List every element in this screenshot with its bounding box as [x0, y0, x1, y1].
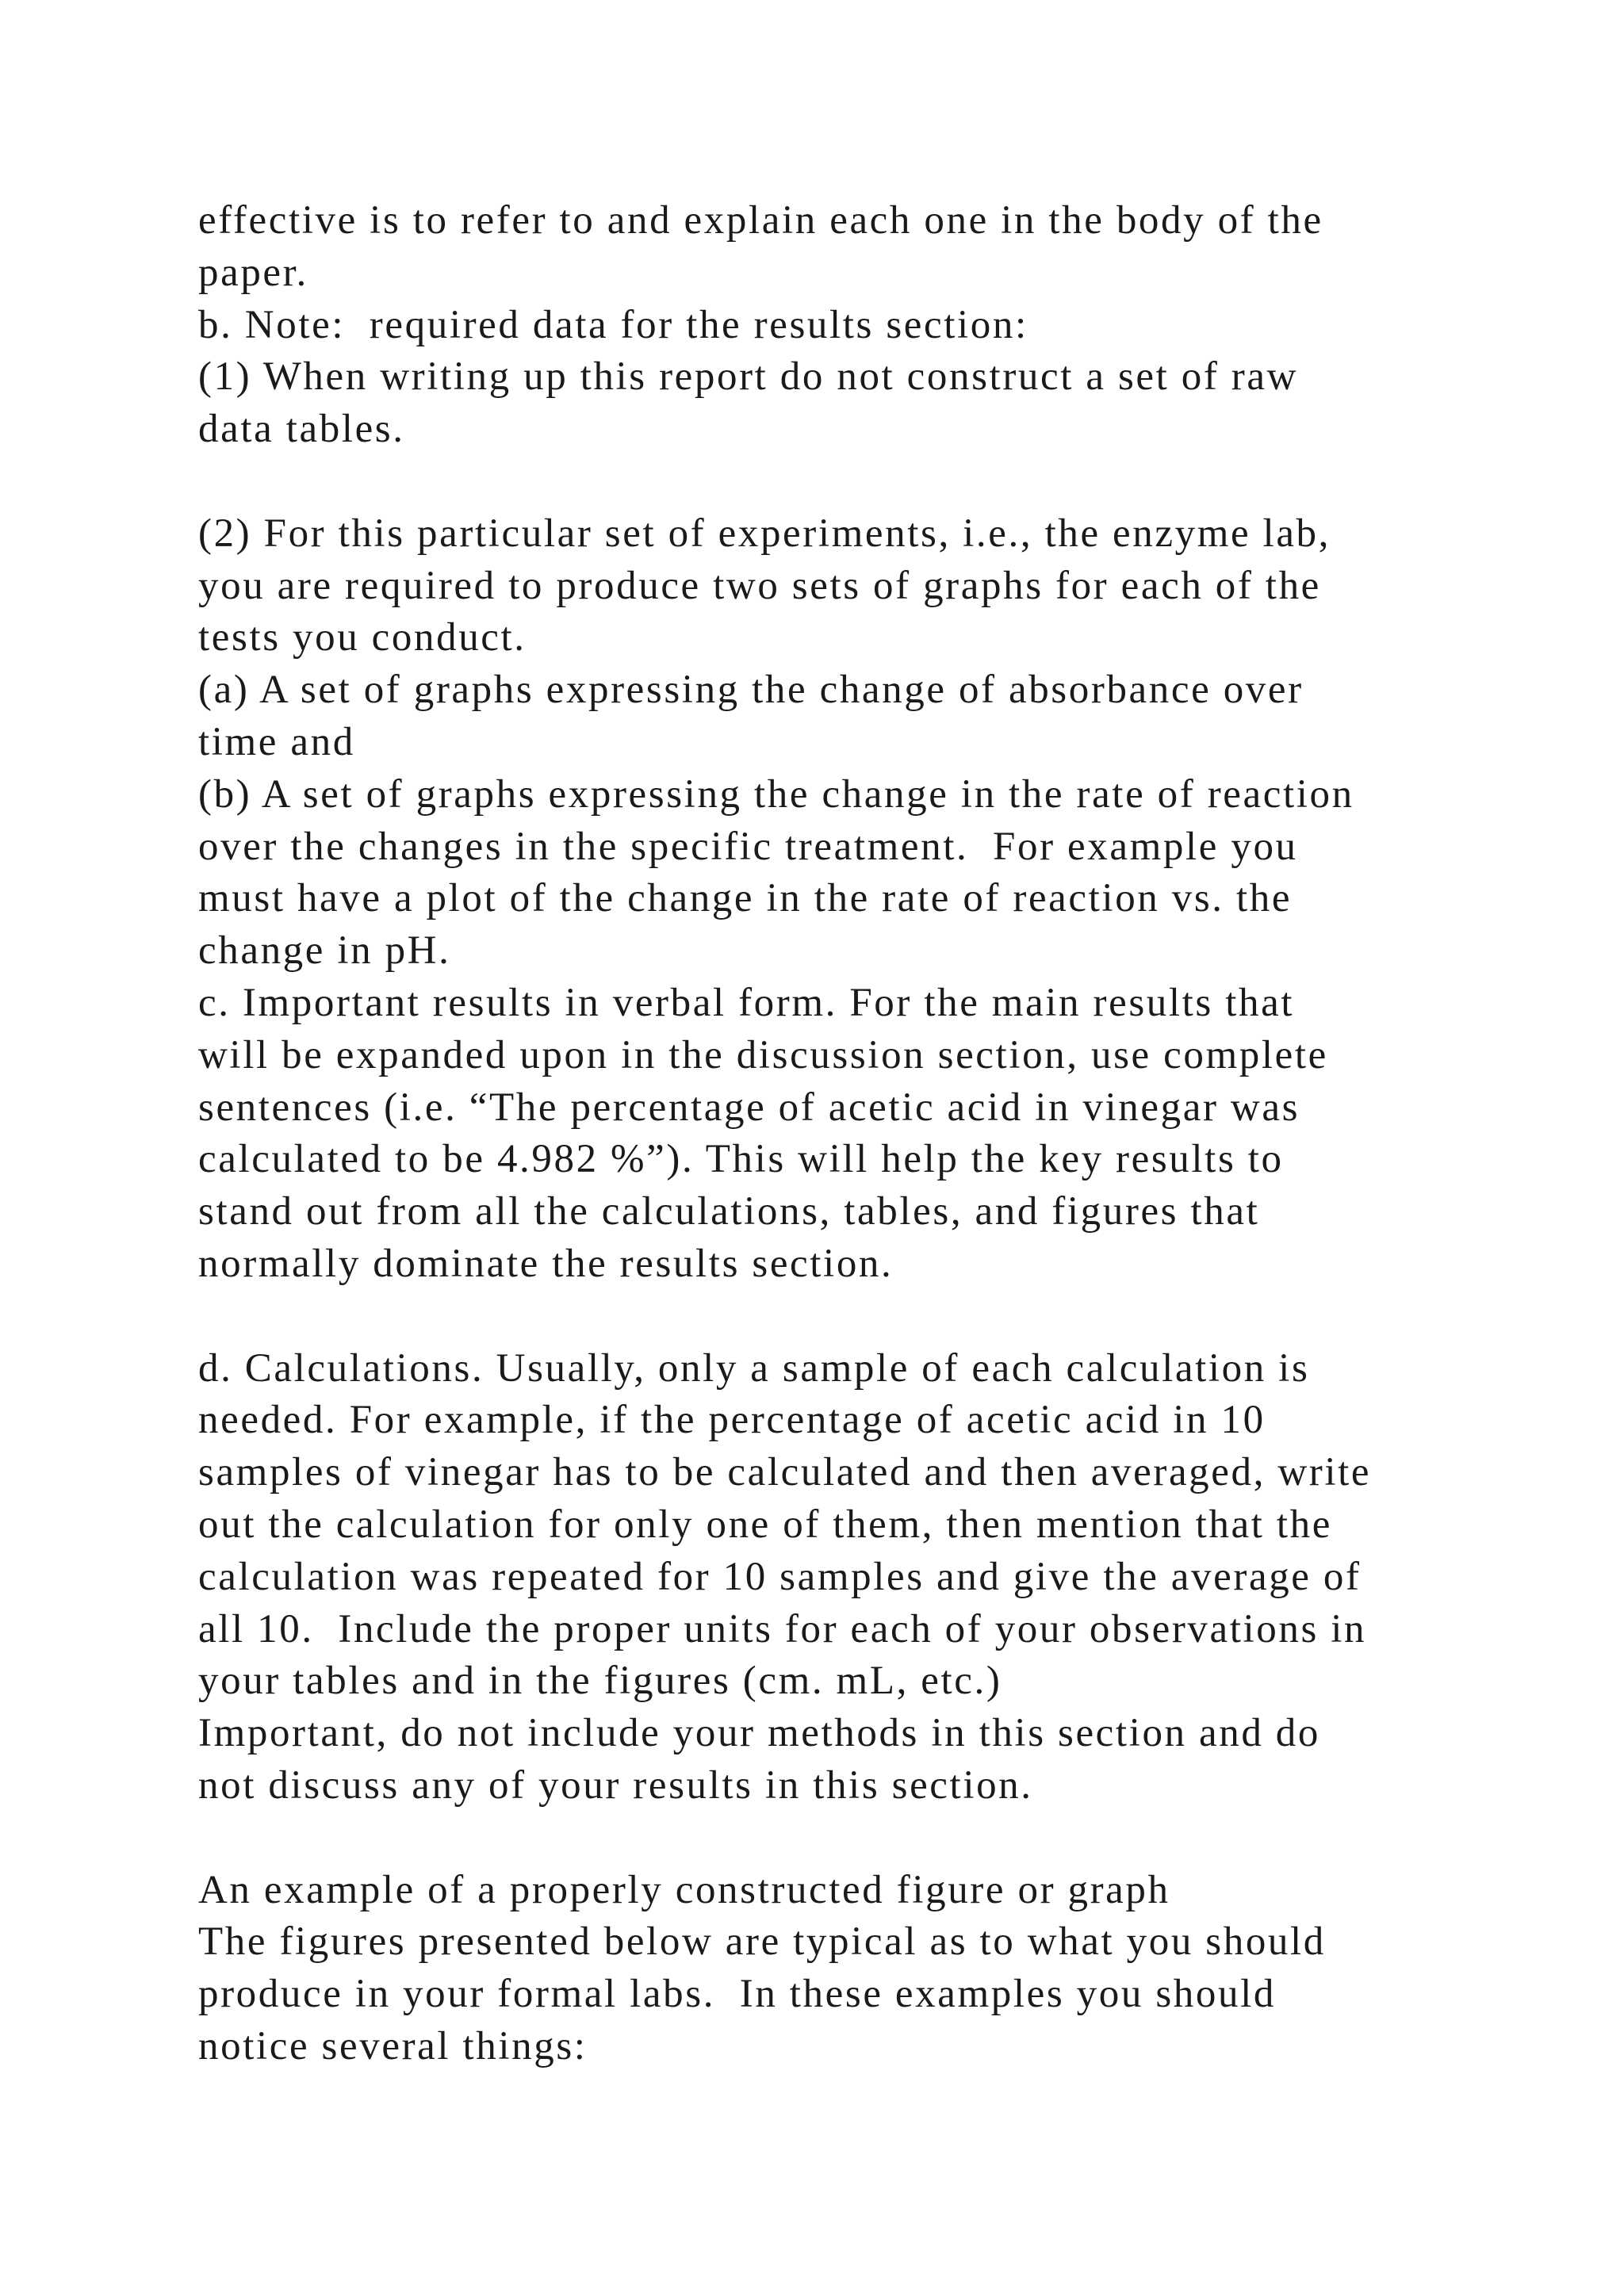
text-line: not discuss any of your results in this section. [198, 1762, 1033, 1808]
text-line: b. Note: required data for the results section: [198, 302, 1028, 347]
text-line: will be expanded upon in the discussion section, use complete [198, 1032, 1328, 1077]
text-line: (b) A set of graphs expressing the change in the rate of reaction [198, 771, 1354, 817]
text-line: out the calculation for only one of them, then mention that the [198, 1502, 1332, 1547]
text-line: you are required to produce two sets of graphs for each of the [198, 563, 1321, 608]
paragraph-gap [198, 1291, 1546, 1343]
text-line: your tables and in the figures (cm. mL, etc.) [198, 1659, 1002, 1704]
text-line: An example of a properly constructed figure or graph [198, 1867, 1170, 1912]
text-line: must have a plot of the change in the rate of reaction vs. the [198, 876, 1293, 921]
text-line: time and [198, 719, 355, 764]
text-line: Important, do not include your methods in this section and do [198, 1711, 1320, 1756]
text-line: normally dominate the results section. [198, 1241, 894, 1286]
text-line: over the changes in the specific treatment. For example you [198, 824, 1298, 869]
text-line: samples of vinegar has to be calculated and then averaged, write [198, 1450, 1372, 1495]
text-line: paper. [198, 250, 308, 295]
text-line: needed. For example, if the percentage of acetic acid in 10 [198, 1398, 1266, 1443]
text-line: change in pH. [198, 928, 451, 974]
text-line: (1) When writing up this report do not construct a set of raw [198, 354, 1299, 400]
text-line: calculation was repeated for 10 samples and give the average of [198, 1554, 1362, 1599]
text-line: calculated to be 4.982 %”). This will help the key results to [198, 1137, 1284, 1182]
document-body [198, 195, 1546, 2073]
paragraph-gap [198, 1812, 1546, 1865]
text-line: data tables. [198, 407, 405, 452]
paragraph-gap [198, 456, 1546, 508]
text-line: notice several things: [198, 2023, 588, 2068]
text-line: effective is to refer to and explain each one in the body of the [198, 198, 1323, 243]
text-line: c. Important results in verbal form. For the main results that [198, 980, 1295, 1025]
text-line: stand out from all the calculations, tables, and figures that [198, 1189, 1260, 1234]
text-line: tests you conduct. [198, 615, 527, 660]
text-line: (2) For this particular set of experiments, i.e., the enzyme lab, [198, 511, 1331, 556]
text-line: all 10. Include the proper units for each of your observations in [198, 1606, 1367, 1651]
text-line: sentences (i.e. “The percentage of acetic acid in vinegar was [198, 1085, 1300, 1130]
text-line: (a) A set of graphs expressing the change of absorbance over [198, 668, 1304, 713]
text-line: produce in your formal labs. In these examples you should [198, 1972, 1276, 2017]
text-line: The figures presented below are typical as to what you should [198, 1919, 1326, 1965]
text-line: d. Calculations. Usually, only a sample of each calculation is [198, 1345, 1310, 1391]
